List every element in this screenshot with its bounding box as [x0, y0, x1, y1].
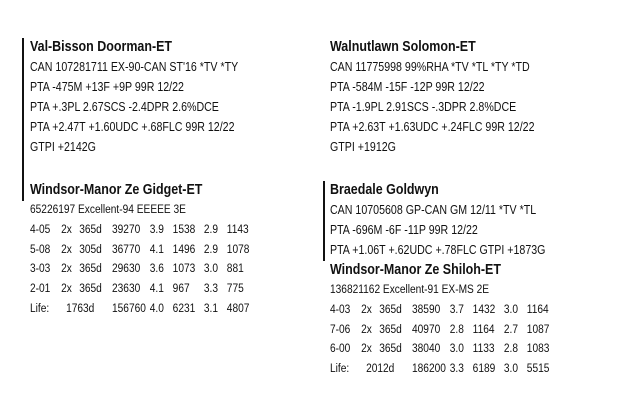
lifetime-row [330, 359, 560, 379]
life-fat: 6189 [472, 361, 496, 376]
right-sire-line-5: GTPI +1912G [330, 138, 396, 154]
right-grandsire-bar [323, 181, 325, 261]
record-date: 6-00 [330, 341, 351, 356]
record-protein-pct: 2.8 [503, 341, 518, 356]
right-grandsire-name: Braedale Goldwyn [330, 182, 439, 198]
record-fat-pct: 3.7 [449, 301, 464, 316]
record-days: 305d [79, 241, 102, 256]
record-days: 365d [79, 261, 102, 276]
record-protein-pct: 3.0 [503, 301, 518, 316]
record-fat-pct: 3.6 [149, 261, 164, 276]
record-fat: 967 [172, 281, 190, 296]
record-days: 365d [379, 341, 402, 356]
record-protein: 775 [226, 281, 244, 296]
record-protein-pct: 3.0 [203, 261, 218, 276]
record-milkings: 2x [61, 241, 72, 256]
record-milk: 39270 [112, 221, 141, 236]
record-date: 4-03 [330, 301, 351, 316]
record-days: 365d [79, 281, 102, 296]
record-fat-pct: 3.0 [449, 341, 464, 356]
left-dam-bar [22, 181, 24, 201]
table-row [30, 220, 260, 240]
table-row [330, 300, 560, 320]
record-protein-pct: 3.3 [203, 281, 218, 296]
record-date: 7-06 [330, 321, 351, 336]
record-days: 365d [379, 301, 402, 316]
record-protein: 881 [226, 261, 244, 276]
left-sire-line-2: PTA -475M +13F +9P 99R 12/22 [30, 78, 184, 94]
table-row [330, 320, 560, 340]
record-days: 365d [79, 221, 102, 236]
record-fat: 1432 [472, 301, 496, 316]
left-sire-line-4: PTA +2.47T +1.60UDC +.68FLC 99R 12/22 [30, 118, 235, 134]
lifetime-row [30, 299, 260, 319]
record-milk: 40970 [412, 321, 441, 336]
record-milkings: 2x [61, 281, 72, 296]
record-protein-pct: 2.7 [503, 321, 518, 336]
table-row [30, 279, 260, 299]
life-label: Life: [30, 300, 50, 315]
record-protein: 1087 [526, 321, 550, 336]
life-fat-pct: 4.0 [149, 300, 164, 315]
left-dam-block [30, 181, 310, 319]
life-days: 1763d [66, 300, 95, 315]
right-sire-name: Walnutlawn Solomon-ET [330, 39, 476, 55]
right-sire-line-4: PTA +2.63T +1.63UDC +.24FLC 99R 12/22 [330, 118, 535, 134]
life-milk: 186200 [412, 361, 446, 376]
right-sire-line-2: PTA -584M -15F -12P 99R 12/22 [330, 78, 485, 94]
record-fat: 1496 [172, 241, 196, 256]
right-grandsire-line-1: CAN 10705608 GP-CAN GM 12/11 *TV *TL [330, 202, 537, 217]
table-row [30, 240, 260, 260]
right-sire-line-3: PTA -1.9PL 2.91SCS -.3DPR 2.8%DCE [330, 98, 517, 114]
record-milk: 29630 [112, 261, 141, 276]
record-fat: 1133 [472, 341, 495, 356]
record-fat-pct: 3.9 [149, 221, 164, 236]
record-milkings: 2x [361, 341, 372, 356]
record-protein-pct: 2.9 [203, 221, 218, 236]
left-sire-line-5: GTPI +2142G [30, 138, 96, 154]
record-date: 2-01 [30, 281, 51, 296]
life-fat: 6231 [172, 300, 196, 315]
life-label: Life: [330, 361, 350, 376]
right-grandsire-line-2: PTA -696M -6F -11P 99R 12/22 [330, 221, 478, 237]
life-days: 2012d [366, 361, 395, 376]
right-grandsire-line-3: PTA +1.06T +.62UDC +.78FLC GTPI +1873G [330, 241, 546, 257]
record-fat: 1164 [472, 321, 495, 336]
record-milk: 38040 [412, 341, 441, 356]
record-date: 3-03 [30, 261, 51, 276]
left-sire-line-3: PTA +.3PL 2.67SCS -2.4DPR 2.6%DCE [30, 98, 219, 114]
record-milk: 36770 [112, 241, 141, 256]
life-protein-pct: 3.1 [203, 300, 218, 315]
record-milkings: 2x [61, 221, 72, 236]
record-protein: 1164 [526, 301, 549, 316]
record-milkings: 2x [61, 261, 72, 276]
record-fat-pct: 2.8 [449, 321, 464, 336]
left-sire-name: Val-Bisson Doorman-ET [30, 39, 173, 55]
record-milk: 23630 [112, 281, 141, 296]
left-sire-block [30, 38, 290, 157]
record-milkings: 2x [361, 321, 372, 336]
record-milkings: 2x [361, 301, 372, 316]
left-dam-id-line: 65226197 Excellent-94 EEEEE 3E [30, 202, 186, 216]
record-fat: 1073 [172, 261, 196, 276]
left-dam-name: Windsor-Manor Ze Gidget-ET [30, 182, 203, 198]
life-protein: 5515 [526, 361, 550, 376]
table-row [30, 259, 260, 279]
right-dam-id-line: 136821162 Excellent-91 EX-MS 2E [330, 282, 490, 296]
record-protein: 1143 [226, 221, 249, 236]
record-fat-pct: 4.1 [149, 281, 164, 296]
life-protein-pct: 3.0 [503, 361, 518, 376]
record-fat: 1538 [172, 221, 196, 236]
record-protein: 1078 [226, 241, 250, 256]
record-date: 4-05 [30, 221, 51, 236]
record-date: 5-08 [30, 241, 51, 256]
life-protein: 4807 [226, 300, 250, 315]
record-protein-pct: 2.9 [203, 241, 218, 256]
right-grandsire-block [330, 181, 599, 260]
life-fat-pct: 3.3 [449, 361, 464, 376]
left-sire-bar [22, 38, 24, 182]
right-dam-block [330, 261, 610, 379]
life-milk: 156760 [112, 300, 146, 315]
left-sire-line-1: CAN 107281711 EX-90-CAN ST'16 *TV *TY [30, 59, 239, 74]
right-sire-line-1: CAN 11775998 99%RHA *TV *TL *TY *TD [330, 59, 530, 74]
table-row [330, 339, 560, 359]
right-dam-name: Windsor-Manor Ze Shiloh-ET [330, 262, 502, 278]
record-days: 365d [379, 321, 402, 336]
right-sire-block [330, 38, 586, 157]
record-milk: 38590 [412, 301, 441, 316]
record-protein: 1083 [526, 341, 550, 356]
record-fat-pct: 4.1 [149, 241, 164, 256]
